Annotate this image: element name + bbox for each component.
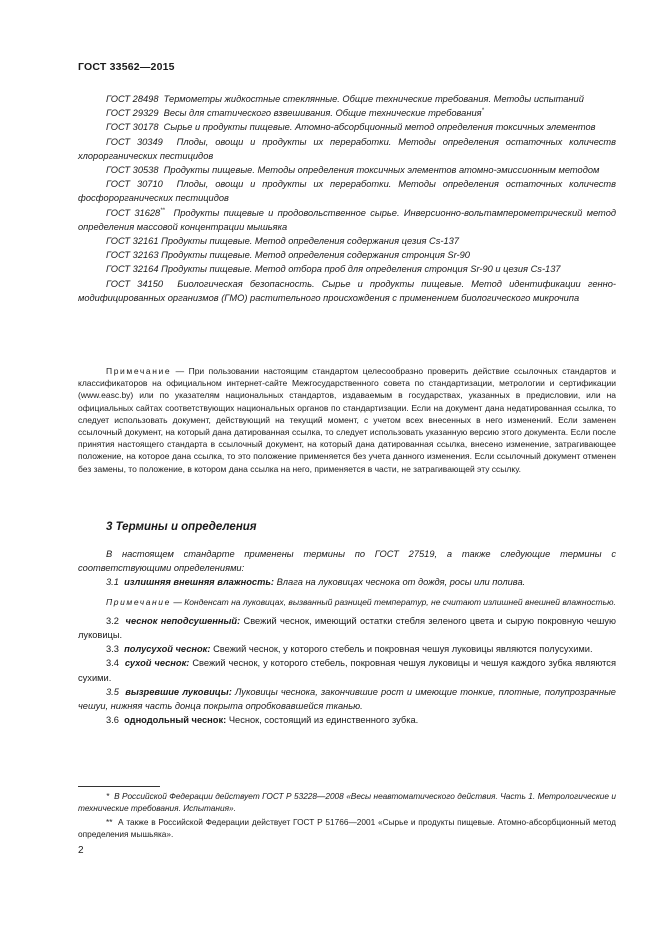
footnote: ** А также в Российской Федерации действует ГОСТ Р 51766—2001 «Сырье и продукты пищевые. Атомно-абсорбционный метод определения мышьяка».	[78, 817, 616, 839]
section-intro: В настоящем стандарте применены термины по ГОСТ 27519, а также следующие термины с соответствующими определениями:	[78, 549, 616, 574]
term-item: 3.6 однодольный чеснок: Чеснок, состоящий из единственного зубка.	[106, 715, 419, 726]
term-item: 3.5 вызревшие луковицы: Луковицы чеснока, закончившие рост и имеющие тонкие, плотные, полупрозрачные чешуи, нижняя часть донца покрыта опробковавшейся тканью.	[78, 686, 616, 712]
term-item: 3.4 сухой чеснок: Свежий чеснок, у которого стебель, покровная чешуя луковицы и чешуя каждого зубка являются сухими.	[78, 658, 616, 683]
references-list	[78, 92, 616, 305]
note-references	[78, 365, 616, 475]
reference-item: ГОСТ 32164 Продукты пищевые. Метод отбора проб для определения стронция Sr-90 и цезия Cs-137	[106, 264, 561, 275]
reference-item: ГОСТ 30178 Сырье и продукты пищевые. Атомно-абсорбционный метод определения токсичных элементов	[106, 122, 596, 133]
note-label: Примечание	[106, 366, 172, 376]
note-text: — При пользовании настоящим стандартом целесообразно проверить действие ссылочных стандартов и классификаторов на официальном интернет-сайте Межгосударственного совета по стандартизации, метрологии и сертификации (www.easc.by) или по указателям национальных стандартов, издаваемым в государствах, указанных в предисловии, или на официальных сайтах соответствующих национальных органов по стандартизации. Если на документ дана недатированная ссылка, то следует использовать документ, действующий на текущий момент, с учетом всех внесенных в него изменений. Если заменен ссылочный документ, на который дана датированная ссылка, то следует использовать указанную версию этого документа. Если после принятия настоящего стандарта в ссылочный документ, на который дана датированная ссылка, внесено изменение, затрагивающее положение, на которое дана ссылка, то это положение применяется без учета данного изменения. Если ссылочный документ отменен без замены, то положение, в котором дана ссылка на него, применяется в части, не затрагивающей эту ссылку.	[78, 366, 616, 474]
reference-item: ГОСТ 32163 Продукты пищевые. Метод определения содержания стронция Sr-90	[106, 250, 470, 261]
terms-section	[78, 547, 616, 727]
note-term: Примечание — Конденсат на луковицах, вызванный разницей температур, не считают излишней внешней влажностью.	[106, 596, 616, 607]
footnote: * В Российской Федерации действует ГОСТ Р 53228—2008 «Весы неавтоматического действия. Часть 1. Метрологические и технические требования. Испытания».	[78, 791, 616, 813]
term-item: 3.3 полусухой чеснок: Свежий чеснок, у которого стебель и покровная чешуя луковицы являются полусухими.	[106, 644, 593, 655]
reference-item: ГОСТ 31628** Продукты пищевые и продовольственное сырье. Инверсионно-вольтамперометрический метод определения массовой концентрации мышьяка	[78, 207, 617, 232]
reference-item: ГОСТ 32161 Продукты пищевые. Метод определения содержания цезия Cs-137	[106, 236, 460, 247]
document-code: ГОСТ 33562—2015	[78, 61, 175, 73]
reference-item: ГОСТ 30710 Плоды, овощи и продукты их переработки. Методы определения остаточных количеств фосфорорганических пестицидов	[78, 179, 617, 204]
reference-item: ГОСТ 30538 Продукты пищевые. Методы определения токсичных элементов атомно-эмиссионным методом	[106, 165, 600, 176]
reference-item: ГОСТ 29329 Весы для статического взвешивания. Общие технические требования*	[106, 108, 484, 119]
term-item: 3.2 чеснок неподсушенный: Свежий чеснок, имеющий остатки стебля зеленого цвета и сырую покровную чешую луковицы.	[78, 615, 616, 641]
footnote-divider	[78, 786, 160, 787]
reference-item: ГОСТ 34150 Биологическая безопасность. Сырье и продукты пищевые. Метод идентификации генно-модифицированных организмов (ГМО) растительного происхождения с применением биологического микрочипа	[78, 278, 617, 303]
reference-item: ГОСТ 28498 Термометры жидкостные стеклянные. Общие технические требования. Методы испытаний	[106, 94, 584, 104]
page-number: 2	[78, 845, 84, 856]
section-title: 3 Термины и определения	[106, 521, 257, 533]
term-item: 3.1 излишняя внешняя влажность: Влага на луковицах чеснока от дождя, росы или полива.	[106, 577, 526, 588]
reference-item: ГОСТ 30349 Плоды, овощи и продукты их переработки. Методы определения остаточных количеств хлорорганических пестицидов	[78, 136, 617, 161]
